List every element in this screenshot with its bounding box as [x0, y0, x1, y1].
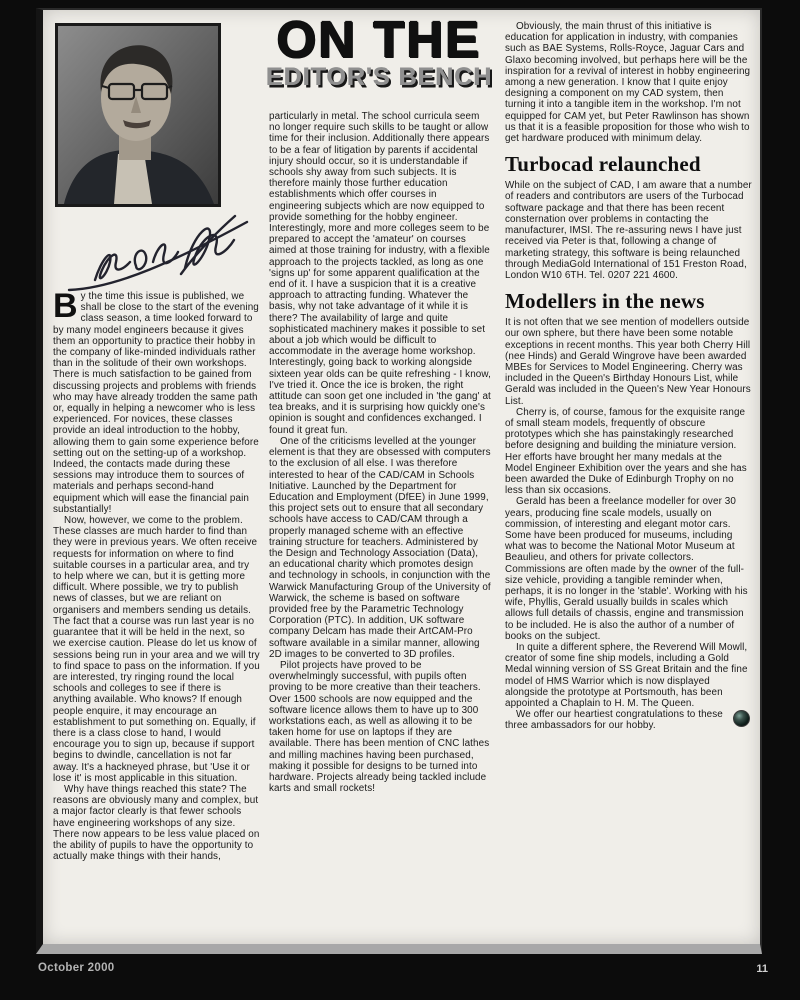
col3-paragraph-4: Cherry is, of course, famous for the exquisite range of small steam models, frequently of obscure prototypes which she has painstakingly researched before designing and building the miniature version. Her efforts have brought her many medals at the Model Engineer Exhibition over the years and she has been awarded the Duke of Edinburgh Trophy on no less than six occasions.: [505, 406, 747, 497]
col1-paragraph-3: Why have things reached this state? The reasons are obviously many and complex, but a major factor clearly is that fewer schools have engineering workshops of any size. There now appears to be less value placed on the ability of pupils to have the opportunity to actually make things with their hands,: [53, 783, 260, 863]
column-1: [53, 291, 260, 949]
footer-issue-date: October 2000: [38, 962, 115, 974]
col3-paragraph-5: Gerald has been a freelance modeller for over 30 years, producing fine scale models, usually on commission, of interesting and elegant motor cars. Some have been produced for museums, including what was to become the National Motor Museum at Beaulieu, and others for private collectors. Commissions are often made by the owner of the full-size vehicle, providing a tangible reminder when, perhaps, it is no longer in the 'stable'. Working with his wife, Phyllis, Gerald usually builds in scales which allows full details of chassis, engine and transmission to be included. He is also the author of a number of books on the subject.: [505, 496, 748, 642]
signature-scribble: [57, 202, 272, 300]
editor-portrait-photo: [55, 23, 221, 207]
portrait-illustration: [58, 26, 218, 204]
col1-paragraph-1: [53, 291, 260, 515]
magazine-page: [36, 8, 762, 954]
col2-paragraph-2: One of the criticisms levelled at the younger element is that they are obsessed with computers to the exclusion of all else. I was therefore interested to hear of the CAD/CAM in Schools Initiative. Launched by the Department for Education and Employment (DfEE) in June 1999, this project sets out to ensure that all secondary schools have access to CAD/CAM through a properly managed scheme with an effective training structure for teachers. Administered by the Design and Technology Association (Data), an educational charity which promotes design and technology in schools, in conjunction with the Warwick Manufacturing Group of the University of Warwick, the scheme is based on software provided free by the Parametric Technology Corporation (PTC). In addition, UK software company Delcam has made their ArtCAM-Pro software available in a similar manner, allowing 2D images to be converted to 3D profiles.: [269, 435, 491, 660]
masthead: [211, 11, 547, 92]
column-3: [505, 21, 752, 949]
drop-cap: B: [53, 291, 78, 325]
editor-signature: [57, 202, 272, 300]
footer-page-number: 11: [756, 963, 768, 975]
heading-turbocad-relaunched: Turbocad relaunched: [505, 152, 701, 177]
col3-paragraph-1: Obviously, the main thrust of this initiative is education for application in industry, with companies such as BAE Systems, Rolls-Royce, Jaguar Cars and Glaxo becoming involved, but perhaps here will be the inspiration for a revival of interest in hobby engineering among a new generation. I know that I quite enjoy designing a component on my CAD system, then turning it into a tangible item in the workshop. I'm not equipped for CAM yet, but Peter Rawlinson has shown us that it is a feasible proposition for those who wish to get hardware produced with minimum delay.: [505, 21, 751, 145]
column-2: [269, 111, 492, 949]
col3-paragraph-7: We offer our heartiest congratulations to these three ambassadors for our hobby.: [505, 709, 723, 732]
col1-paragraph-2: Now, however, we come to the problem. These classes are much harder to find than they were in previous years. We often receive requests for information on where to find suitable courses in a particular area, and try to help where we can, but it is getting more difficult. Where possible, we try to publish news of classes, but we are reliant on organisers and members sending us details. The fact that a course was run last year is no guarantee that it will be held in the next, so we exercise caution. Please do let us know of sessions being run in your area and we will try to find space to pass on the information. If you are interested, try ringing round the local schools and colleges to see if there is anything available. Who knows? If enough people enquire, it may encourage an establishment to put something on. Equally, if there is a class close to hand, I would encourage you to sign up, because if support begins to dwindle, cancellation is not far away. It's a hackneyed phrase, but 'Use it or lose it' is most applicable in this situation.: [53, 515, 260, 784]
col2-paragraph-3: Pilot projects have proved to be overwhelmingly successful, with pupils often proving to be more creative than their teachers. Over 1500 schools are now equipped and the software licence allows them to have up to 300 workstations each, as well as allowing it to be taken home for use on laptops if they are available. There has been mention of CNC lathes and milling machines having been purchased, making it possible for designs to be turned into hardware. Projects already being tackled include karts and small rockets!: [269, 659, 490, 795]
masthead-title-line1: ON THE: [276, 11, 482, 68]
col3-paragraph-6: In quite a different sphere, the Reverend Will Mowll, creator of some fine ship models, including a Gold Medal winning version of SS Great Britain and the fine model of HMS Warrior which is now displayed alongside the prototype at Portsmouth, has been appointed a Chaplain to H. M. The Queen.: [505, 642, 748, 710]
col1-paragraph-1-text: y the time this issue is published, we shall be close to the start of the evening class season, a time looked forward to by many model engineers because it gives them an opportunity to practice their hobby in the company of like-minded individuals rather than in the solitude of their own workshops. There is much satisfaction to be gained from discussing projects and problems with friends who may have already trodden the same path or, equally in helping a newcomer who is less experienced. For novices, these classes provide an ideal introduction to the hobby, allowing them to gain some experience before setting out on the setting-up of a workshop. Indeed, the contacts made during these sessions may introduce them to sources of materials and perhaps second-hand equipment which will ease the financial pain substantially!: [53, 291, 259, 515]
col3-paragraph-3: It is not often that we see mention of modellers outside our own sphere, but there have been some notable exceptions in recent months. This year both Cherry Hill (nee Hinds) and Gerald Wingrove have been awarded MBEs for Services to Model Engineering. Cherry was included in the Queen's Birthday Honours List, while Gerald was included in the Queen's New Year Honours List.: [505, 317, 751, 407]
col2-paragraph-1: particularly in metal. The school curricula seem no longer require such skills to be taught or allow time for their inclusion. Additionally there appears to be a fear of litigation by parents if accidental injury should occur, so it is understandable if schools shy away from such subjects. It is therefore mainly those further education establishments which offer courses in engineering subjects which are now equipped to provide something for the hobby engineer. Interestingly, more and more colleges seem to be prepared to accept the 'amateur' on courses aimed at those training for industry, with a flexible approach to the projects tackled, as long as one 'signs up' for some apparent qualification at the end of it. I have a suspicion that it is a creative approach to attracting funding. Whatever the basis, why not take advantage of it while it is there? The availability of large and quite sophisticated machinery makes it possible to set about a job which would be difficult to accommodate in the average home workshop. Interestingly, going back to working alongside sixteen year olds can be quite refreshing - I know, I've tried it. Once the ice is broken, the right attitude can soon get one included in 'the gang' at tea breaks, and it is surprising how quickly one's opinion is sought and confidences exchanged. I found it great fun.: [269, 111, 491, 436]
col3-paragraph-2: While on the subject of CAD, I am aware that a number of readers and contributors are users of the Turbocad software package and that there has been recent consternation over problems in contacting the manufacturer, IMSI. The re-assuring news I have just received via Peter is that, following a change of marketing strategy, this software is being relaunched through MediaGold International of 151 Freston Road, London W10 6TH. Tel. 0207 221 4600.: [505, 180, 752, 281]
masthead-title-line2: EDITOR'S BENCH: [265, 63, 493, 92]
heading-modellers-in-the-news: Modellers in the news: [505, 289, 705, 314]
